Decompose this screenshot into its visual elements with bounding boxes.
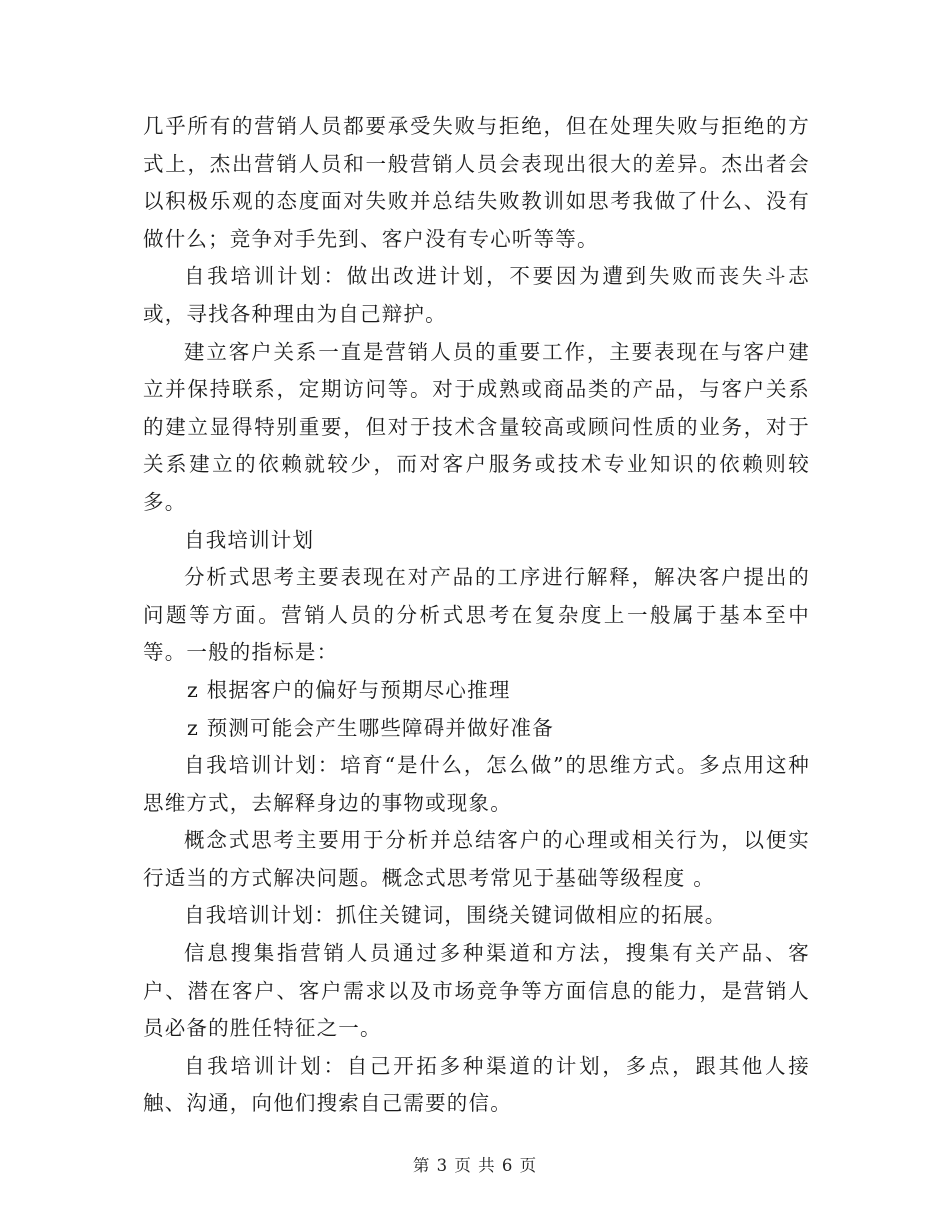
paragraph-analytical-thinking: 分析式思考主要表现在对产品的工序进行解释，解决客户提出的问题等方面。营销人员的分析式思考在复杂度上一般属于基本至中等。一般的指标是： — [143, 565, 810, 665]
paragraph-information-gathering: 信息搜集指营销人员通过多种渠道和方法，搜集有关产品、客户、潜在客户、客户需求以及市场竞争等方面信息的能力，是营销人员必备的胜任特征之一。 — [143, 941, 810, 1041]
document-body — [143, 108, 810, 1123]
bullet-item: z 预测可能会产生哪些障碍并做好准备 — [187, 715, 554, 740]
paragraph-training-plan-improve: 自我培训计划：做出改进计划，不要因为遭到失败而丧失斗志或，寻找各种理由为自己辩护。 — [143, 264, 810, 326]
paragraph-failure-handling: 几乎所有的营销人员都要承受失败与拒绝，但在处理失败与拒绝的方式上，杰出营销人员和一般营销人员会表现出很大的差异。杰出者会以积极乐观的态度面对失败并总结失败教训如思考我做了什么、没有做什么；竞争对手先到、客户没有专心听等等。 — [143, 114, 810, 251]
bullet-item: z 根据客户的偏好与预期尽心推理 — [187, 677, 511, 702]
paragraph-training-plan-channels: 自我培训计划：自己开拓多种渠道的计划，多点，跟其他人接触、沟通，向他们搜索自己需要的信。 — [143, 1053, 810, 1116]
paragraph-training-plan-thinking: 自我培训计划：培育“是什么，怎么做”的思维方式。多点用这种思维方式，去解释身边的事物或现象。 — [143, 753, 810, 815]
paragraph-training-plan-heading: 自我培训计划 — [184, 527, 315, 552]
page-number-footer: 第 3 页 共 6 页 — [412, 1156, 538, 1175]
paragraph-training-plan-keywords: 自我培训计划：抓住关键词，围绕关键词做相应的拓展。 — [184, 903, 727, 928]
paragraph-conceptual-thinking: 概念式思考主要用于分析并总结客户的心理或相关行为，以便实行适当的方式解决问题。概念式思考常见于基础等级程度 。 — [143, 828, 810, 890]
paragraph-customer-relations: 建立客户关系一直是营销人员的重要工作，主要表现在与客户建立并保持联系，定期访问等。对于成熟或商品类的产品，与客户关系的建立显得特别重要，但对于技术含量较高或顾问性质的业务，对于关系建立的依赖就较少，而对客户服务或技术专业知识的依赖则较多。 — [143, 339, 810, 514]
